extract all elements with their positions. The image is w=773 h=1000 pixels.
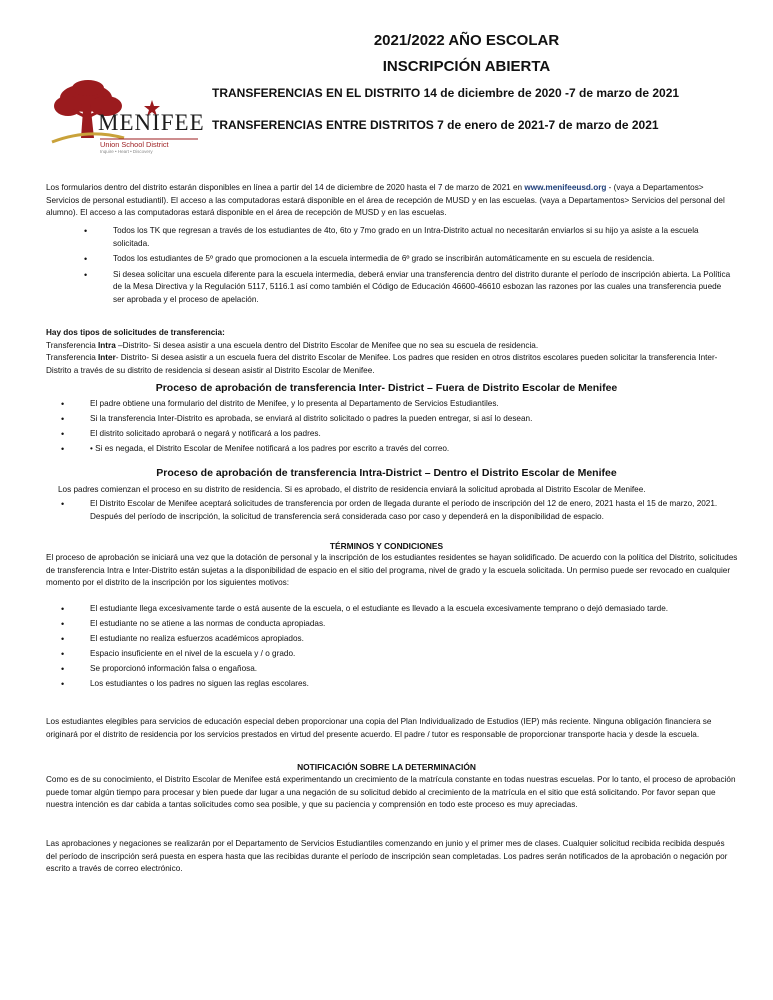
intro-paragraph [46, 182, 736, 220]
list-item: • Se proporcionó información falsa o engañosa. [90, 663, 730, 676]
list-item: • El estudiante no realiza esfuerzos académicos apropiados. [90, 633, 730, 646]
inter-process-heading: Proceso de aprobación de transferencia Inter- District – Fuera de Distrito Escolar de Menifee [155, 382, 618, 394]
intra-prefix: Transferencia [46, 340, 99, 350]
list-item: • El distrito solicitado aprobará o negará y notificará a los padres. [90, 428, 730, 441]
intra-process-list [90, 498, 730, 523]
intra-text: –Distrito- Si desea asistir a una escuela dentro del Distrito Escolar de Menifee que no sea su escuela de residencia. [115, 340, 539, 350]
special-ed-paragraph: Los estudiantes elegibles para servicios de educación especial deben proporcionar una copia del Plan Individualizado de Estudios (IEP) más reciente. Ninguna obligación financiera se originará por el distrito de residencia por los servicios prestados en virtud del presente acuerdo. El padre / tutor es responsable de proporcionar transporte hacia y desde la escuela. [46, 717, 712, 739]
list-item: • El estudiante no se atiene a las normas de conducta apropiadas. [90, 618, 730, 631]
list-item: • Los estudiantes o los padres no siguen las reglas escolares. [90, 678, 730, 691]
terms-heading: TÉRMINOS Y CONDICIONES [329, 541, 444, 551]
inter-label: Inter [98, 353, 116, 363]
website-link[interactable]: www.menifeeusd.org [524, 183, 607, 192]
intra-definition [46, 340, 736, 353]
list-item: • Todos los estudiantes de 5º grado que promocionen a la escuela intermedia de 6º grado se inscribirán automáticamente en su escuela de residencia. [113, 253, 733, 266]
in-district-dates: TRANSFERENCIAS EN EL DISTRITO 14 de diciembre de 2020 -7 de marzo de 2021 [212, 86, 680, 100]
inter-prefix: Transferencia [46, 353, 99, 363]
intro-bullets [113, 225, 733, 307]
intro-text: Los formularios dentro del distrito estarán disponibles en línea a partir del 14 de diciembre de 2020 hasta el 7 de marzo de 2021 en [46, 183, 525, 192]
transfer-types-heading: Hay dos tipos de solicitudes de transferencia: [46, 328, 225, 337]
list-item: • Si la transferencia Inter-Distrito es aprobada, se enviará al distrito solicitado o padres la pueden entregar, si así lo desean. [90, 413, 730, 426]
year-title: 2021/2022 AÑO ESCOLAR [373, 32, 560, 49]
inter-text: - Distrito- Si desea asistir a un escuela fuera del distrito Escolar de Menifee. Los padres que residen en otros distritos escolares pueden solicitar la transferencia Inter-Distrito a través de su distrito de residencia si desean asistir al Distrito Escolar de Menifee. [46, 353, 718, 375]
inter-process-list [90, 398, 730, 456]
transfer-types [46, 327, 736, 377]
list-item: • El estudiante llega excesivamente tarde o está ausente de la escuela, o el estudiante es llevado a la escuela excesivamente temprano o dejó demasiado tarde. [90, 603, 730, 616]
inter-definition [46, 352, 736, 377]
intra-process-intro: Los padres comienzan el proceso en su distrito de residencia. Si es aprobado, el distrito de residencia enviará la solicitud aprobada al Distrito Escolar de Menifee. [58, 485, 646, 494]
list-item: • Si desea solicitar una escuela diferente para la escuela intermedia, deberá enviar una transferencia dentro del distrito durante el período de inscripción abierta. La Política de la Mesa Directiva y la Regulación 5117, 5116.1 así como también el Código de Educación 46600-46610 esbozan las razones por las cuales una transferencia puede ser aprobada y el proceso de apelación. [113, 269, 733, 307]
page-title: INSCRIPCIÓN ABIERTA [382, 58, 551, 75]
between-district-dates: TRANSFERENCIAS ENTRE DISTRITOS 7 de enero de 2021-7 de marzo de 2021 [212, 118, 659, 132]
notification-paragraph-2: Las aprobaciones y negaciones se realizarán por el Departamento de Servicios Estudiantiles comenzando en junio y el primer mes de clases. Cualquier solicitud recibida recibida después del período de inscripción será puesta en espera hasta que las recibidas durante el período de inscripción sean completadas. Los padres serán notificados de la aprobación o negación por escrito a través de correo electrónico. [46, 839, 728, 874]
list-item: • • Si es negada, el Distrito Escolar de Menifee notificará a los padres por escrito a través del correo. [90, 443, 730, 456]
terms-paragraph: El proceso de aprobación se iniciará una vez que la dotación de personal y la inscripción de los estudiantes residentes se hayan solidificado. De acuerdo con la política del Distrito, solicitudes de transferencia Intra e Inter-Distrito están sujetas a la disponibilidad de espacio en el sitio del programa, nivel de grado y la escuela solicitada. Un permiso puede ser revocado en cualquier momento por el distrito de la inscripción por los siguientes motivos: [46, 553, 738, 588]
list-item: • Espacio insuficiente en el nivel de la escuela y / o grado. [90, 648, 730, 661]
district-logo [48, 76, 205, 156]
list-item: • Todos los TK que regresan a través de los estudiantes de 4to, 6to y 7mo grado en un Intra-Distrito actual no necesitarán enviarlos si su hijo ya asiste a la escuela solicitada. [113, 225, 733, 250]
logo-tagline: Inquire • Heart • Discovery [100, 149, 153, 154]
list-item: • El Distrito Escolar de Menifee aceptará solicitudes de transferencia por orden de llegada durante el período de inscripción del 12 de enero, 2021 hasta el 15 de marzo, 2021. Después del período de inscripción, la solicitud de transferencia será considerada caso por caso y dependerá en la disponibilidad de espacio. [90, 498, 730, 523]
intra-label: Intra [98, 340, 116, 350]
list-item: • El padre obtiene una formulario del distrito de Menifee, y lo presenta al Departamento de Servicios Estudiantiles. [90, 398, 730, 411]
logo-name: MENIFEE [98, 110, 205, 135]
intro-text-cont: - (vaya a Departamentos> Servicios de personal estudiantil). El acceso a las computadoras estará disponible en el área de recepción de MUSD y en las escuelas. (vaya a Departamentos> Servicios del personal del alumno). El acceso a las computadoras estará disponible en el área de recepción de MUSD y en las escuelas. [46, 183, 725, 218]
terms-list [90, 603, 730, 691]
intra-process-heading: Proceso de aprobación de transferencia Intra-District – Dentro el Distrito Escolar de Menifee [156, 467, 617, 479]
logo-district: Union School District [100, 140, 169, 149]
notification-paragraph-1: Como es de su conocimiento, el Distrito Escolar de Menifee está experimentando un crecimiento de la matrícula constante en todas nuestras escuelas. Por lo tanto, el proceso de aprobación puede tomar algún tiempo para procesar y bien puede dar lugar a una negación de su solicitud debido al crecimiento de la matrícula en el sitio que está solicitando. Por favor sepan que nuestra intención es dar cabida a tantas solicitudes como sea posible, y que su paciencia y comprensión en todo este proceso es muy apreciadas. [46, 775, 736, 810]
notification-heading: NOTIFICACIÓN SOBRE LA DETERMINACIÓN [297, 762, 476, 772]
